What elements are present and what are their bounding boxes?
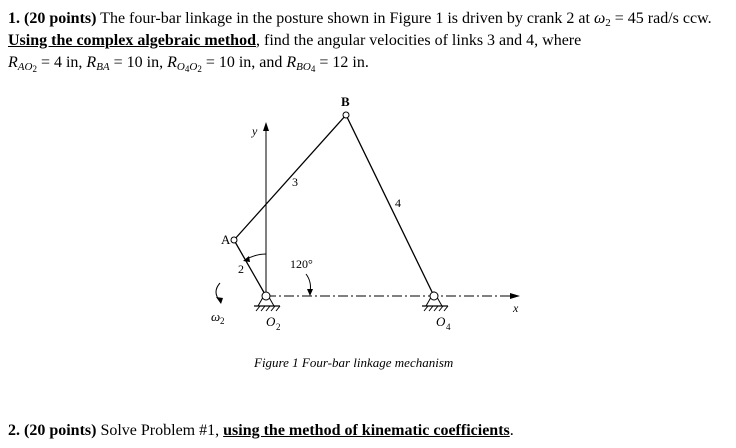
omega-arrow-head: [216, 297, 223, 304]
link-4: [346, 115, 434, 296]
ground-pivot-o2: [254, 292, 280, 311]
method-text: Using the complex algebraic method: [8, 32, 256, 49]
task-text: , find the angular velocities of links 3 and 4, where: [255, 32, 582, 49]
o2-sub-label: 2: [276, 322, 281, 332]
o4-label: O: [436, 314, 446, 329]
omega-subscript: 2: [605, 17, 611, 29]
r2-sub: BA: [96, 61, 110, 73]
r1-sub-b: 2: [32, 64, 37, 74]
omega-symbol: ω: [593, 10, 606, 27]
label-b: B: [341, 94, 350, 109]
problem-2-text: [8, 420, 730, 442]
r3-value: = 10 in, and: [205, 54, 283, 71]
units-text: rad/s ccw.: [647, 10, 712, 27]
omega-sub-label: 2: [220, 316, 225, 326]
x-axis-arrow: [510, 293, 520, 299]
joint-a: [231, 237, 237, 243]
problem-2-method: using the method of kinematic coefficients: [223, 422, 510, 439]
link-3-label: 3: [292, 175, 298, 189]
problem-1-number: 1.: [8, 10, 20, 27]
problem-2-number: 2.: [8, 422, 20, 439]
x-axis-label: x: [513, 301, 519, 315]
link-2-label: 2: [238, 262, 244, 276]
r1-label: R: [8, 54, 18, 71]
r4-label: R: [286, 54, 297, 71]
label-a: A: [221, 232, 231, 247]
r2-value: = 10 in,: [113, 54, 164, 71]
omega-value: = 45: [614, 10, 644, 27]
joint-b: [343, 112, 349, 118]
problem-2-end: .: [509, 422, 514, 439]
link-3: [234, 115, 346, 240]
r3-label: R: [167, 54, 177, 71]
angle-label: 120°: [290, 257, 313, 271]
r1-value: = 4 in,: [40, 54, 83, 71]
o4-sub-label: 4: [446, 322, 451, 332]
r4-value: = 12 in.: [319, 54, 369, 71]
o2-label: O: [266, 314, 276, 329]
y-axis-label: y: [252, 124, 258, 138]
r4-sub-b: 4: [310, 64, 316, 74]
r3-sub-c: O: [189, 61, 198, 73]
r3-sub-d: 2: [197, 64, 202, 74]
r1-sub-a: AO: [17, 61, 33, 73]
problem-1-points: (20 points): [24, 10, 97, 27]
r4-sub-a: BO: [296, 61, 311, 73]
problem-2-points: (20 points): [24, 422, 97, 439]
ground-pivot-o4: [422, 292, 448, 311]
r3-sub-b: 4: [184, 64, 190, 74]
figure-caption: Figure 1 Four-bar linkage mechanism: [254, 355, 454, 370]
problem-1-intro: The four-bar linkage in the posture shown in Figure 1 is driven by crank 2 at: [100, 10, 590, 27]
link-4-label: 4: [395, 196, 401, 210]
r2-label: R: [86, 54, 97, 71]
problem-2-body: Solve Problem #1,: [100, 422, 220, 439]
angle-leader-arrow: [307, 289, 313, 296]
y-axis-arrow: [263, 122, 269, 131]
r3-sub-a: O: [176, 61, 185, 73]
omega-label: ω: [211, 309, 221, 324]
